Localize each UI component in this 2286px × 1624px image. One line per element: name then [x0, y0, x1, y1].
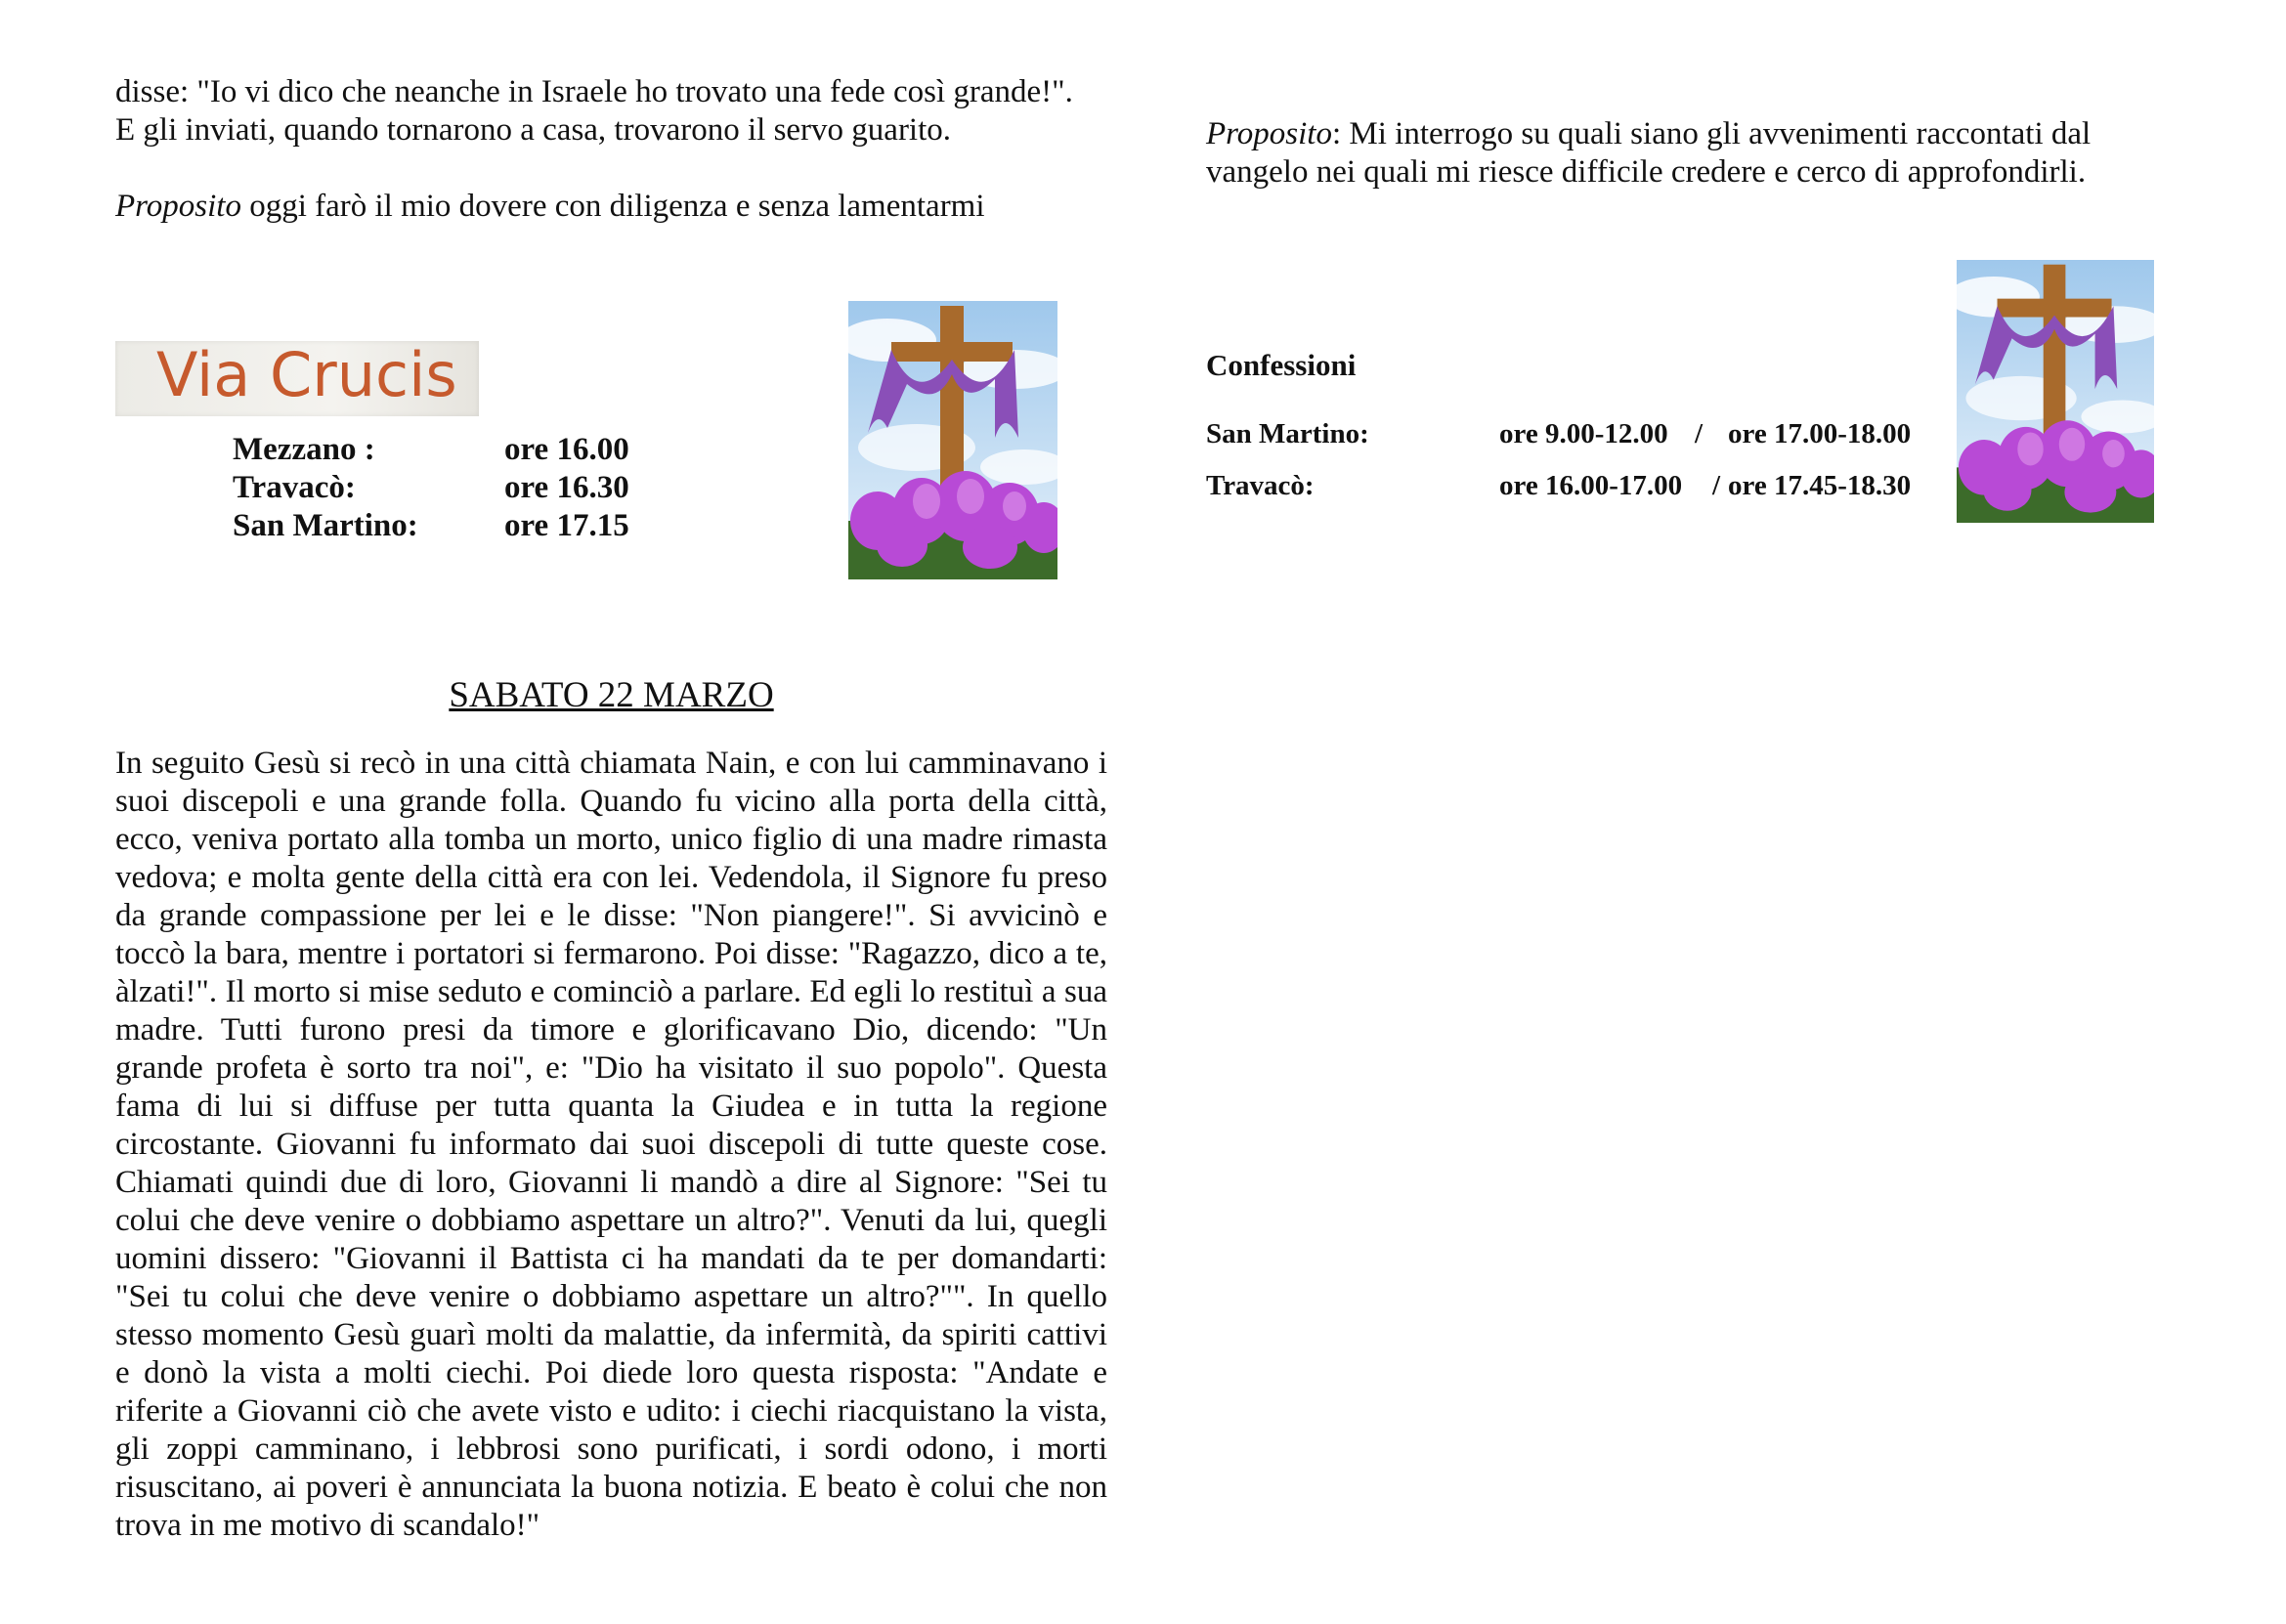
schedule-row — [233, 507, 682, 545]
confessioni-time-2: ore 17.45-18.30 — [1728, 470, 1912, 501]
day-title: SABATO 22 MARZO — [449, 675, 774, 715]
schedule-place: Mezzano : — [233, 432, 375, 467]
intro-line-1: disse: "Io vi dico che neanche in Israele ho trovato una fede così grande!". — [115, 74, 1073, 109]
proposito-label: Proposito — [1206, 116, 1332, 151]
confessioni-title: Confessioni — [1206, 348, 1357, 382]
schedule-place: Travacò: — [233, 470, 356, 505]
left-column — [115, 73, 1107, 226]
proposito-right — [1206, 115, 2169, 192]
via-crucis-logo-text: Via Crucis — [156, 339, 457, 410]
proposito-text: : Mi interrogo su quali siano gli avvenimenti raccontati dal vangelo nei quali mi riesce difficile credere e cerco di approfondirli. — [1206, 116, 2092, 190]
confessioni-row — [1206, 418, 1949, 456]
schedule-time: ore 17.15 — [504, 508, 629, 543]
intro-line-2: E gli inviati, quando tornarono a casa, trovarono il servo guarito. — [115, 112, 952, 148]
schedule-place: San Martino: — [233, 508, 418, 543]
confessioni-schedule — [1206, 418, 1949, 508]
confessioni-time-2: ore 17.00-18.00 — [1728, 418, 1912, 449]
schedule-time: ore 16.30 — [504, 470, 629, 505]
proposito-left — [115, 188, 1107, 226]
schedule-row — [233, 431, 682, 469]
via-crucis-logo — [115, 341, 479, 416]
proposito-label: Proposito — [115, 189, 241, 224]
cross-with-purple-drape-and-flowers-icon — [848, 301, 1057, 579]
confessioni-time-1: ore 16.00-17.00 — [1499, 470, 1683, 501]
gospel-text: In seguito Gesù si recò in una città chiamata Nain, e con lui camminavano i suoi discepoli e una grande folla. Quando fu vicino alla porta della città, ecco, veniva portato alla tomba un morto, unico figlio di una madre rimasta vedova; e molta gente della città era con lei. Vedendola, il Signore fu preso da grande compassione per lei e le disse: "Non piangere!". Si avvicinò e toccò la bara, mentre i portatori si fermarono. Poi disse: "Ragazzo, dico a te, àlzati!". Il morto si mise seduto e cominciò a parlare. Ed egli lo restituì a sua madre. Tutti furono presi da timore e glorificavano Dio, dicendo: "Un grande profeta è sorto tra noi", e: "Dio ha visitato il suo popolo". Questa fama di lui si diffuse per tutta quanta la Giudea e in tutta la regione circostante. Giovanni fu informato dai suoi discepoli di tutte queste cose. Chiamati quindi due di loro, Giovanni li mandò a dire al Signore: "Sei tu colui che deve venire o dobbiamo aspettare un altro?". Venuti da lui, quegli uomini dissero: "Giovanni il Battista ci ha mandati da te per domandarti: "Sei tu colui che deve venire o dobbiamo aspettare un altro?"". In quello stesso momento Gesù guarì molti da malattie, da infermità, da spiriti cattivi e donò la vista a molti ciechi. Poi diede loro questa risposta: "Andate e riferite a Giovanni ciò che avete visto e udito: i ciechi riacquistano la vista, gli zoppi camminano, i lebbrosi sono purificati, i sordi odono, i morti risuscitano, ai poveri è annunciata la buona notizia. E beato è colui che non trova in me motivo di scandalo!" — [115, 746, 1107, 1543]
confessioni-sep: / — [1712, 470, 1721, 501]
schedule-row — [233, 469, 682, 507]
confessioni-time-1: ore 9.00-12.00 — [1499, 418, 1668, 449]
proposito-text: oggi farò il mio dovere con diligenza e senza lamentarmi — [240, 189, 985, 224]
schedule-time: ore 16.00 — [504, 432, 629, 467]
cross-with-purple-drape-and-flowers-icon — [1957, 260, 2154, 523]
via-crucis-schedule — [233, 431, 682, 545]
confessioni-row — [1206, 470, 1949, 508]
confessioni-place: Travacò: — [1206, 470, 1315, 501]
confessioni-place: San Martino: — [1206, 418, 1369, 449]
confessioni-sep: / — [1695, 418, 1704, 449]
